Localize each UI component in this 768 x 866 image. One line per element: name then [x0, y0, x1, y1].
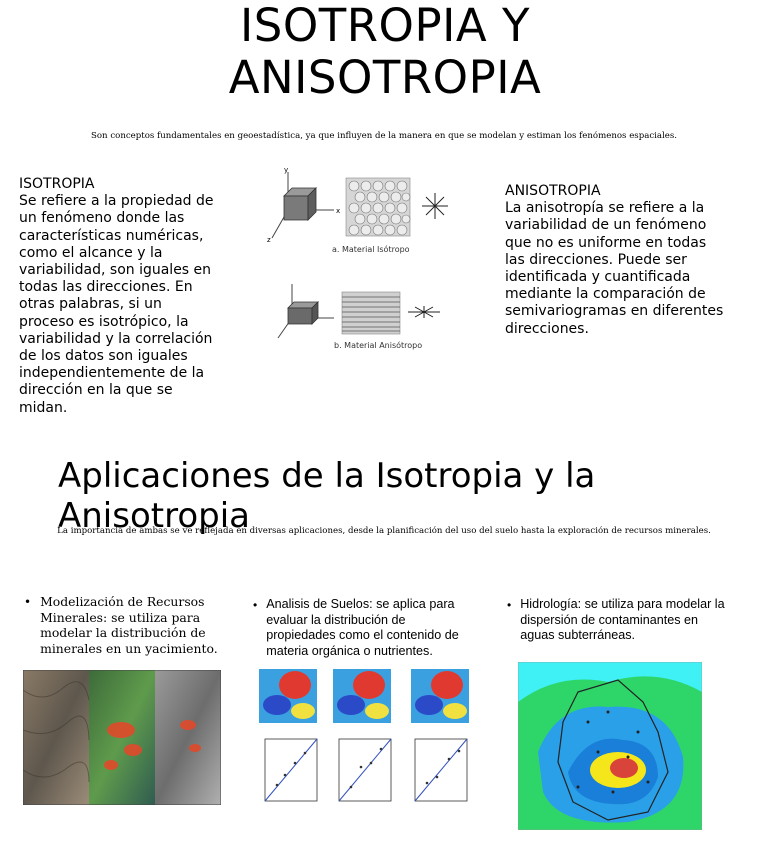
axis-x-label: x — [336, 207, 341, 215]
list-item-text: Hidrología: se utiliza para modelar la dispersión de contaminantes en aguas subterráneas. — [520, 597, 725, 643]
page-subtitle: Son conceptos fundamentales en geoestadística, ya que influyen de la manera en que se modelan y estiman los fenómenos espaciales. — [91, 131, 677, 141]
isotropia-text: Se refiere a la propiedad de un fenómeno donde las características numéricas, como el alcance y la variabilidad, son iguales en todas las direcciones. En otras palabras, si un proceso es isotrópico, la variabilidad y la correlación de los datos son iguales independientemente de la dirección en la que se midan. — [19, 193, 214, 416]
page-title: ISOTROPIA Y ANISOTROPIA — [228, 0, 542, 104]
axis-y-label: y — [284, 166, 289, 174]
mineral-satellite-image — [23, 670, 221, 805]
isotropia-section — [19, 176, 219, 417]
cube-isotropic-icon — [267, 166, 340, 244]
bullet-icon: • — [507, 598, 512, 612]
bullet-icon: • — [24, 595, 32, 609]
anisotropia-section — [505, 183, 727, 338]
hydrology-contamination-map — [518, 662, 702, 830]
list-item-soil-analysis — [253, 597, 478, 659]
caption-isotropic: a. Material Isótropo — [332, 245, 410, 254]
bullet-icon: • — [253, 598, 258, 612]
list-item-mineral-resources — [24, 594, 220, 656]
anisotropia-text: La anisotropía se refiere a la variabilidad de un fenómeno que no es uniforme en todas las direcciones. Puede ser identificada y cuantificada mediante la comparación de semivariogramas en diferentes direcciones. — [505, 200, 724, 337]
anisotropia-heading: ANISOTROPIA — [505, 183, 601, 199]
soil-semivariogram-image — [255, 667, 477, 807]
applications-title: Aplicaciones de la Isotropia y la Anisotropia — [58, 456, 596, 536]
isotropia-heading: ISOTROPIA — [19, 176, 95, 192]
list-item-hydrology — [507, 597, 727, 644]
cube-anisotropic-icon — [278, 284, 334, 338]
applications-subtitle: La importancia de ambas se ve reflejada en diversas aplicaciones, desde la planificación del uso del suelo hasta la exploración de recursos minerales. — [57, 526, 711, 536]
list-item-text: Analisis de Suelos: se aplica para evaluar la distribución de propiedades como el contenido de materia orgánica o nutrientes. — [266, 597, 459, 658]
list-item-text: Modelización de Recursos Minerales: se utiliza para modelar la distribución de minerales en un yacimiento. — [40, 594, 218, 656]
isotropic-star-icon — [422, 193, 448, 219]
material-isotropy-figure — [262, 160, 452, 356]
caption-anisotropic: b. Material Anisótropo — [334, 341, 423, 350]
anisotropic-texture — [342, 292, 400, 334]
anisotropic-star-icon — [408, 306, 440, 318]
axis-z-label: z — [267, 236, 271, 244]
